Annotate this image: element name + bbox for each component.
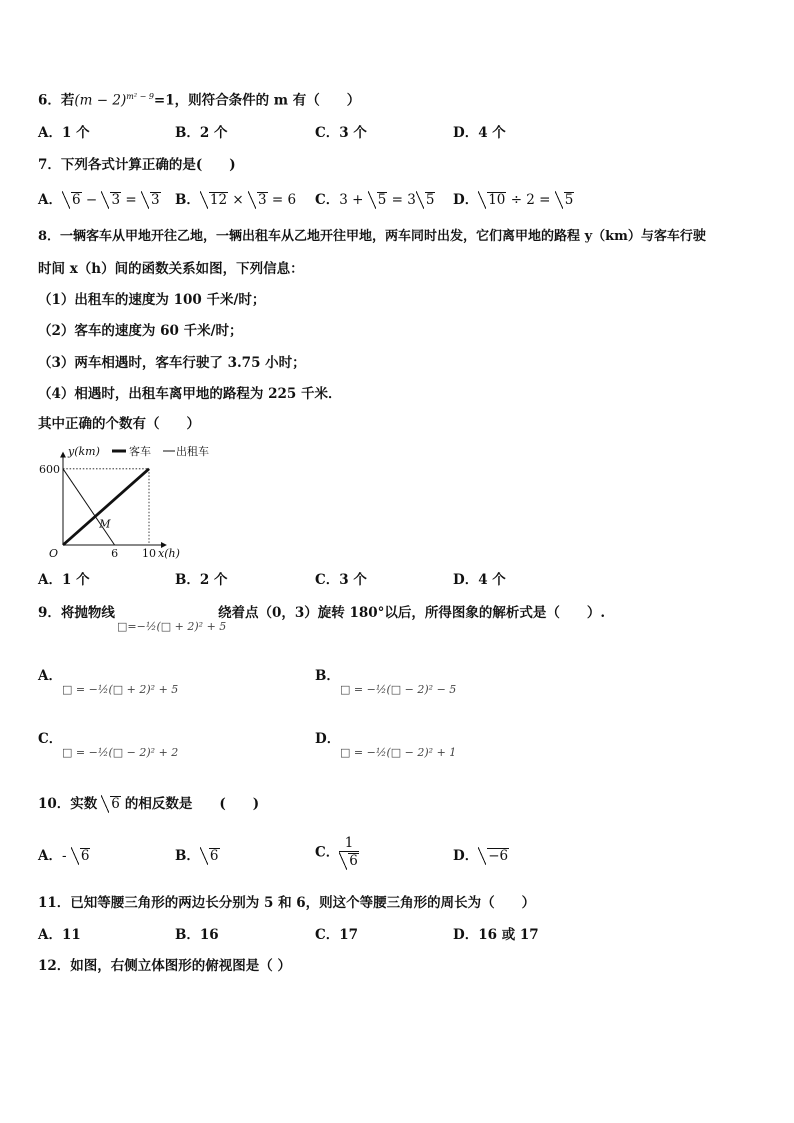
q9-formula: □=−½(□ + 2)² + 5 (117, 620, 227, 633)
q7-option-c: C．3 + 5 = 3 5 (315, 192, 435, 208)
q6-stem: 6．若$(m - 2)^{m^2 - 9}=1$，则符合条件的 m 有（ ） (38, 92, 361, 109)
q9-option-d-formula: □ = −½(□ − 2)² + 1 (340, 746, 457, 759)
y-axis-label: y(km) (68, 445, 100, 458)
q6-option-d: D．4 个 (453, 125, 506, 141)
q8-stem-line1: 8．一辆客车从甲地开往乙地，一辆出租车从乙地开往甲地，两车同时出发，它们离甲地的路程 y（km）与客车行驶 (38, 229, 706, 244)
q9-option-b-formula: □ = −½(□ − 2)² − 5 (340, 683, 457, 696)
q9-option-b-label: B． (315, 668, 340, 684)
q9-suffix: 绕着点（0，3）旋转 180°以后，所得图象的解析式是（ ）. (218, 605, 606, 621)
q7-option-b: B． 12 × 3 = 6 (175, 192, 297, 208)
q6-base: (m − 2) (74, 92, 127, 109)
q11-stem: 11．已知等腰三角形的两边长分别为 5 和 6，则这个等腰三角形的周长为（ ） (38, 895, 536, 911)
q9-option-d-label: D． (315, 731, 341, 747)
q12-stem: 12．如图，右侧立体图形的俯视图是（ ） (38, 958, 291, 974)
q9-option-a-label: A． (38, 668, 62, 684)
q6-option-b: B．2 个 (175, 125, 228, 141)
distance-time-chart (36, 441, 226, 562)
q10-option-b: B． 6 (175, 848, 219, 864)
q8-statement-1: （1）出租车的速度为 100 千米/时； (38, 292, 266, 308)
q10-option-c: C． $\frac{1}{6}$ (315, 835, 358, 869)
q8-statement-3: （3）两车相遇时，客车行驶了 3.75 小时； (38, 355, 306, 371)
q8-option-d: D．4 个 (453, 572, 506, 588)
legend-bus-label: 客车 (129, 445, 151, 458)
q9-prefix: 9．将抛物线 (38, 605, 115, 621)
q8-option-a: A．1 个 (38, 572, 90, 588)
x-tick-label: 6 (111, 547, 119, 560)
q11-option-d: D．16 或 17 (453, 927, 539, 943)
q11-option-b: B．16 (175, 927, 219, 943)
q9-option-c-label: C． (38, 731, 63, 747)
q6-option-c: C．3 个 (315, 125, 367, 141)
q8-option-b: B．2 个 (175, 572, 228, 588)
q7-option-a: A． 6 − 3 = 3 (38, 192, 160, 208)
intersection-label: M (99, 517, 111, 531)
series-line-bus (63, 469, 149, 545)
q8-statement-2: （2）客车的速度为 60 千米/时； (38, 323, 243, 339)
legend-taxi-label: 出租车 (176, 445, 209, 458)
q6-exponent: m² − 9 (126, 92, 154, 101)
origin-label: O (48, 547, 58, 560)
q7-stem: 7．下列各式计算正确的是( ) (38, 157, 236, 173)
q11-option-a: A．11 (38, 927, 81, 943)
q10-option-d: D． −6 (453, 848, 509, 864)
q9-option-a-formula: □ = −½(□ + 2)² + 5 (62, 683, 179, 696)
q10-option-a: A．- 6 (38, 848, 90, 864)
q8-question: 其中正确的个数有（ ） (38, 416, 200, 432)
q8-option-c: C．3 个 (315, 572, 367, 588)
q10-stem: 10．实数 6 的相反数是 ( ) (38, 796, 260, 812)
q7-option-d: D． 10 ÷ 2 = 5 (453, 192, 574, 208)
x-axis-label: x(h) (158, 547, 180, 560)
q8-stem-line2: 时间 x（h）间的函数关系如图，下列信息： (38, 261, 304, 277)
q11-option-c: C．17 (315, 927, 359, 943)
x-tick-label: 10 (142, 547, 156, 560)
q9-option-c-formula: □ = −½(□ − 2)² + 2 (62, 746, 179, 759)
q8-statement-4: （4）相遇时，出租车离甲地的路程为 225 千米． (38, 386, 342, 402)
q6-option-a: A．1 个 (38, 125, 90, 141)
y-tick-label: 600 (39, 462, 60, 476)
